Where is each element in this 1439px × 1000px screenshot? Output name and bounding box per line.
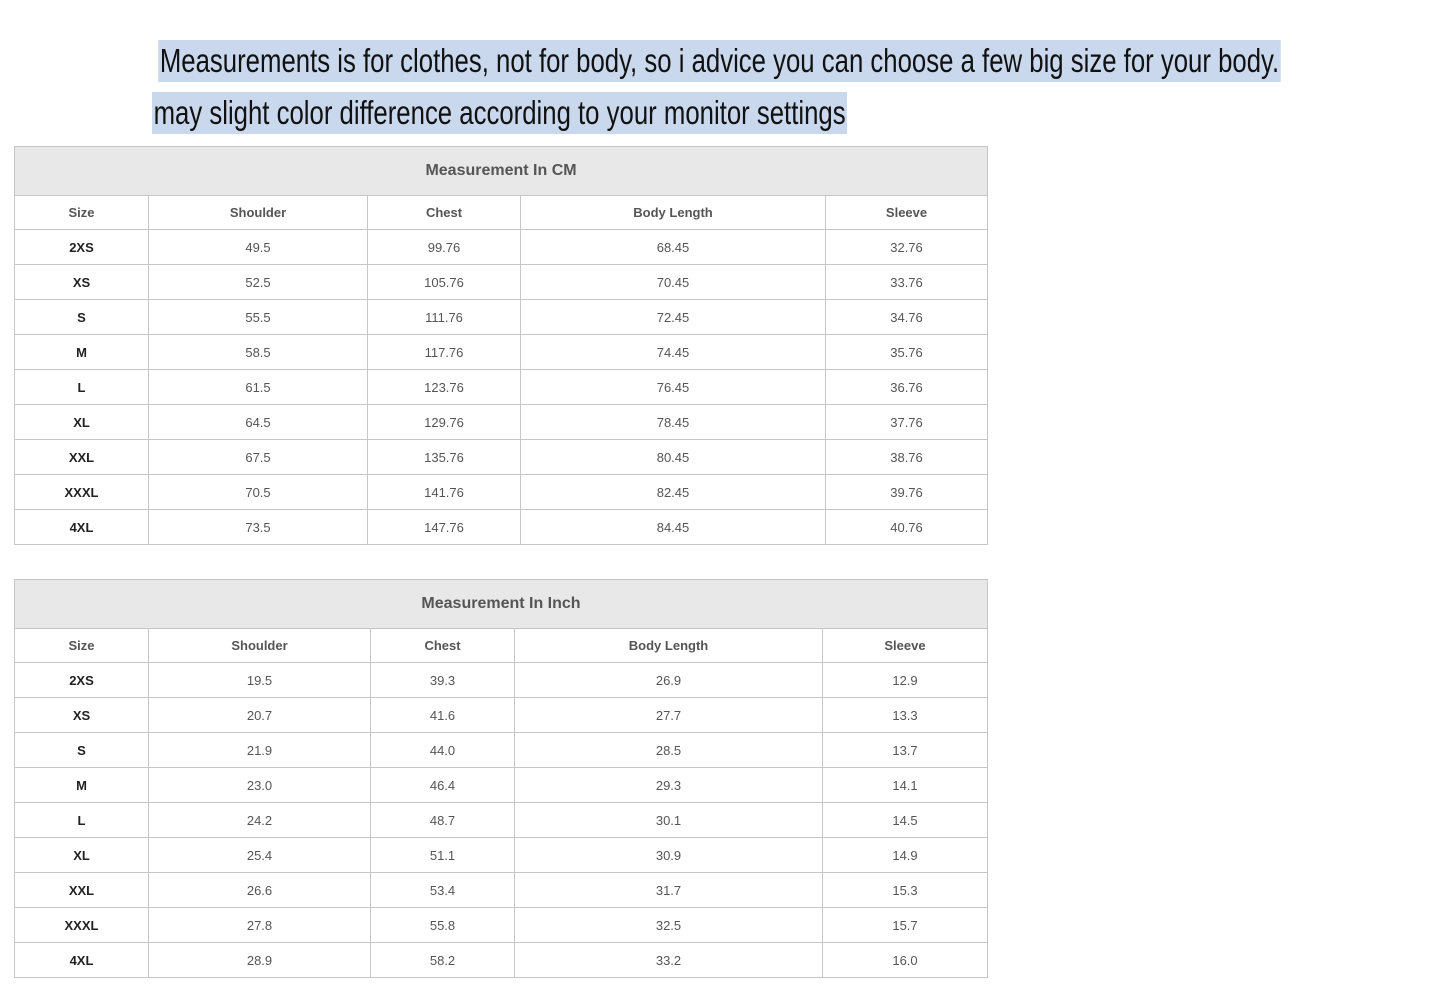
measurement-cell: 48.7 — [371, 803, 515, 838]
table-row — [15, 265, 988, 300]
measurement-cell: 33.76 — [826, 265, 988, 300]
measurement-cell: 20.7 — [149, 698, 371, 733]
measurement-cell: 58.5 — [149, 335, 368, 370]
measurement-cell: 28.9 — [149, 943, 371, 978]
table-row — [15, 908, 988, 943]
table-title: Measurement In Inch — [15, 580, 988, 629]
measurement-cell: 68.45 — [521, 230, 826, 265]
measurement-cell: 73.5 — [149, 510, 368, 545]
measurement-cell: 39.76 — [826, 475, 988, 510]
table-caption-row — [15, 147, 988, 196]
measurement-cell: 74.45 — [521, 335, 826, 370]
measurement-cell: 30.9 — [515, 838, 823, 873]
measurement-cell: 129.76 — [368, 405, 521, 440]
measurement-cell: 70.5 — [149, 475, 368, 510]
measurement-cell: 14.1 — [823, 768, 988, 803]
size-cell: XS — [15, 265, 149, 300]
measurement-cell: 34.76 — [826, 300, 988, 335]
measurement-cell: 30.1 — [515, 803, 823, 838]
column-header-chest: Chest — [368, 196, 521, 230]
measurement-cell: 58.2 — [371, 943, 515, 978]
table-row — [15, 698, 988, 733]
size-cell: XXL — [15, 873, 149, 908]
column-header-sleeve: Sleeve — [823, 629, 988, 663]
notice-text-1: Measurements is for clothes, not for body, so i advice you can choose a few big size for your body. — [158, 40, 1280, 82]
table-row — [15, 733, 988, 768]
measurement-cell: 64.5 — [149, 405, 368, 440]
measurement-cell: 24.2 — [149, 803, 371, 838]
measurement-cell: 147.76 — [368, 510, 521, 545]
notice-line-2 — [0, 92, 1000, 134]
measurement-cell: 72.45 — [521, 300, 826, 335]
measurement-cell: 51.1 — [371, 838, 515, 873]
measurement-cell: 27.8 — [149, 908, 371, 943]
measurement-cell: 84.45 — [521, 510, 826, 545]
measurement-cell: 40.76 — [826, 510, 988, 545]
measurement-cell: 16.0 — [823, 943, 988, 978]
measurement-cell: 28.5 — [515, 733, 823, 768]
measurement-cell: 141.76 — [368, 475, 521, 510]
size-cell: M — [15, 335, 149, 370]
measurement-cell: 61.5 — [149, 370, 368, 405]
column-header-shoulder: Shoulder — [149, 629, 371, 663]
measurement-cell: 38.76 — [826, 440, 988, 475]
table-row — [15, 768, 988, 803]
table-row — [15, 230, 988, 265]
measurement-cell: 37.76 — [826, 405, 988, 440]
measurement-cell: 82.45 — [521, 475, 826, 510]
measurement-cell: 12.9 — [823, 663, 988, 698]
table-row — [15, 803, 988, 838]
measurement-cell: 36.76 — [826, 370, 988, 405]
size-cell: S — [15, 733, 149, 768]
measurement-cell: 15.3 — [823, 873, 988, 908]
measurement-cell: 117.76 — [368, 335, 521, 370]
measurement-cell: 78.45 — [521, 405, 826, 440]
measurement-cell: 13.3 — [823, 698, 988, 733]
size-cell: L — [15, 803, 149, 838]
measurement-cell: 14.9 — [823, 838, 988, 873]
table-row — [15, 475, 988, 510]
measurement-cell: 19.5 — [149, 663, 371, 698]
notice-text-2: may slight color difference according to your monitor settings — [152, 92, 847, 134]
measurement-cell: 44.0 — [371, 733, 515, 768]
measurement-cell: 29.3 — [515, 768, 823, 803]
table-row — [15, 510, 988, 545]
table-row — [15, 943, 988, 978]
size-cell: XL — [15, 838, 149, 873]
measurement-cell: 80.45 — [521, 440, 826, 475]
table-row — [15, 405, 988, 440]
measurement-cell: 67.5 — [149, 440, 368, 475]
measurement-cell: 21.9 — [149, 733, 371, 768]
size-cell: XXL — [15, 440, 149, 475]
size-cell: XS — [15, 698, 149, 733]
measurement-cell: 33.2 — [515, 943, 823, 978]
measurement-cell: 15.7 — [823, 908, 988, 943]
measurement-cell: 135.76 — [368, 440, 521, 475]
measurement-cell: 46.4 — [371, 768, 515, 803]
column-header-shoulder: Shoulder — [149, 196, 368, 230]
measurement-cell: 52.5 — [149, 265, 368, 300]
measurement-cell: 41.6 — [371, 698, 515, 733]
measurement-cell: 35.76 — [826, 335, 988, 370]
size-table-inch — [14, 579, 988, 978]
measurement-cell: 123.76 — [368, 370, 521, 405]
table-caption-row — [15, 580, 988, 629]
measurement-cell: 25.4 — [149, 838, 371, 873]
table-row — [15, 335, 988, 370]
measurement-cell: 32.76 — [826, 230, 988, 265]
column-header-row — [15, 629, 988, 663]
size-cell: M — [15, 768, 149, 803]
size-cell: XL — [15, 405, 149, 440]
size-cell: 4XL — [15, 943, 149, 978]
measurement-cell: 111.76 — [368, 300, 521, 335]
table-row — [15, 873, 988, 908]
table-body — [15, 663, 988, 978]
table-row — [15, 838, 988, 873]
size-cell: XXXL — [15, 908, 149, 943]
table-row — [15, 300, 988, 335]
measurement-cell: 70.45 — [521, 265, 826, 300]
column-header-size: Size — [15, 196, 149, 230]
table-body — [15, 230, 988, 545]
measurement-cell: 27.7 — [515, 698, 823, 733]
size-cell: XXXL — [15, 475, 149, 510]
measurement-cell: 32.5 — [515, 908, 823, 943]
measurement-cell: 26.9 — [515, 663, 823, 698]
measurement-cell: 99.76 — [368, 230, 521, 265]
size-cell: L — [15, 370, 149, 405]
table-title: Measurement In CM — [15, 147, 988, 196]
measurement-cell: 13.7 — [823, 733, 988, 768]
size-cell: 4XL — [15, 510, 149, 545]
table-row — [15, 370, 988, 405]
measurement-cell: 55.5 — [149, 300, 368, 335]
measurement-cell: 23.0 — [149, 768, 371, 803]
table-row — [15, 663, 988, 698]
size-cell: S — [15, 300, 149, 335]
measurement-cell: 76.45 — [521, 370, 826, 405]
column-header-size: Size — [15, 629, 149, 663]
size-cell: 2XS — [15, 663, 149, 698]
column-header-chest: Chest — [371, 629, 515, 663]
size-cell: 2XS — [15, 230, 149, 265]
column-header-sleeve: Sleeve — [826, 196, 988, 230]
notice-line-1 — [0, 40, 1280, 82]
measurement-cell: 39.3 — [371, 663, 515, 698]
size-table-cm — [14, 146, 988, 545]
measurement-cell: 53.4 — [371, 873, 515, 908]
measurement-cell: 31.7 — [515, 873, 823, 908]
table-row — [15, 440, 988, 475]
measurement-cell: 49.5 — [149, 230, 368, 265]
measurement-cell: 55.8 — [371, 908, 515, 943]
column-header-body-length: Body Length — [521, 196, 826, 230]
measurement-cell: 105.76 — [368, 265, 521, 300]
measurement-cell: 14.5 — [823, 803, 988, 838]
column-header-row — [15, 196, 988, 230]
measurement-cell: 26.6 — [149, 873, 371, 908]
column-header-body-length: Body Length — [515, 629, 823, 663]
